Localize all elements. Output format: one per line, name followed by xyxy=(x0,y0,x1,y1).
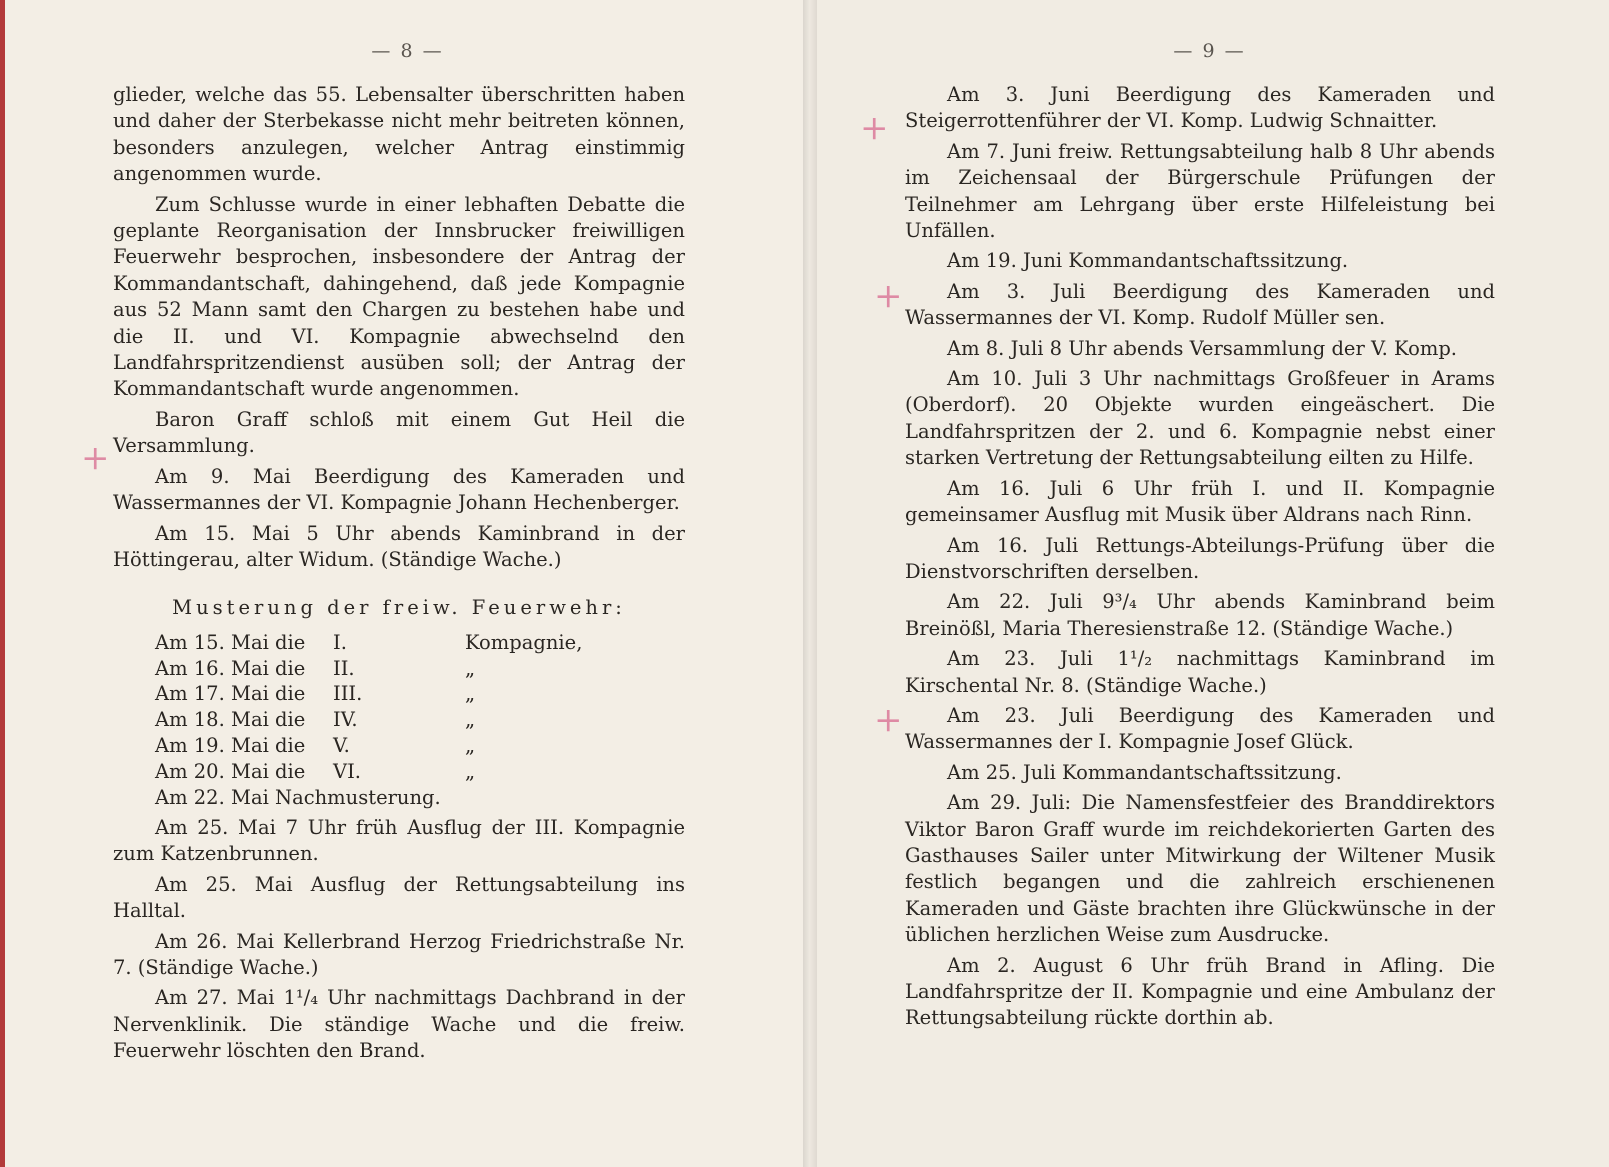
pencil-cross-mark: + xyxy=(874,700,903,740)
section-heading: Musterung der freiw. Feuerwehr: xyxy=(172,596,626,620)
muster-company: II. xyxy=(333,656,355,680)
muster-company: V. xyxy=(333,733,350,757)
right-page xyxy=(810,0,1609,1167)
paragraph: Am 3. Juli Beerdigung des Kameraden und Wassermannes der VI. Komp. Rudolf Müller sen. xyxy=(905,279,1495,330)
muster-row xyxy=(113,759,685,785)
paragraph: Am 19. Juni Kommandantschaftssitzung. xyxy=(947,249,1349,273)
muster-row xyxy=(113,656,685,682)
paragraph: Am 7. Juni freiw. Rettungsabteilung halb 8 Uhr abends im Zeichensaal der Bürgerschule Prüfungen der Teilnehmer am Lehrgang über erste Hilfeleistung bei Unfällen. xyxy=(905,139,1495,243)
muster-company: III. xyxy=(333,682,363,706)
paragraph: Am 9. Mai Beerdigung des Kameraden und Wassermannes der VI. Kompagnie Johann Hechenberger. xyxy=(113,464,685,515)
paragraph: Am 22. Mai Nachmusterung. xyxy=(155,785,441,809)
paragraph: Am 22. Juli 9³/₄ Uhr abends Kaminbrand beim Breinößl, Maria Theresienstraße 12. (Ständige Wache.) xyxy=(905,590,1495,640)
paragraph: Am 2. August 6 Uhr früh Brand in Afling. Die Landfahrspritze der II. Kompagnie und eine Ambulanz der Rettungsabteilung rückte dorthin ab. xyxy=(905,953,1495,1030)
paragraph: Am 3. Juni Beerdigung des Kameraden und Steigerrottenführer der VI. Komp. Ludwig Schnaitter. xyxy=(905,83,1495,133)
muster-date: Am 19. Mai die xyxy=(155,733,306,757)
paragraph: Am 23. Juli 1¹/₂ nachmittags Kaminbrand im Kirschental Nr. 8. (Ständige Wache.) xyxy=(905,647,1495,697)
paragraph: Am 25. Mai Ausflug der Rettungsabteilung ins Halltal. xyxy=(113,872,685,923)
pencil-cross-mark: + xyxy=(81,438,110,478)
pencil-cross-mark: + xyxy=(874,276,903,316)
paragraph: Am 29. Juli: Die Namensfestfeier des Branddirektors Viktor Baron Graff wurde im reichdekorierten Garten des Gasthauses Sailer unter Mitwirkung der Wiltener Musik festlich begangen und die zahlreich erschienenen Kameraden und Gäste brachten ihre Glückwünsche in der üblichen herzlichen Weise zum Ausdrucke. xyxy=(905,791,1495,947)
muster-date: Am 16. Mai die xyxy=(155,656,306,680)
muster-word: „ xyxy=(465,733,476,757)
muster-date: Am 17. Mai die xyxy=(155,682,306,706)
paragraph: Zum Schlusse wurde in einer lebhaften Debatte die geplante Reorganisation der Innsbrucker freiwilligen Feuerwehr besprochen, insbesondere der Antrag der Kommandantschaft, dahingehend, daß jede Kompagnie aus 52 Mann samt den Chargen zu bestehen habe und die II. und VI. Kompagnie abwechselnd den Landfahrspritzendienst ausüben soll; der Antrag der Kommandantschaft wurde angenommen. xyxy=(113,192,685,401)
muster-word: „ xyxy=(465,708,476,732)
book-gutter xyxy=(803,0,817,1167)
left-text-column xyxy=(113,82,685,1069)
paragraph: Am 8. Juli 8 Uhr abends Versammlung der V. Komp. xyxy=(947,336,1458,360)
muster-row xyxy=(113,733,685,759)
muster-word: „ xyxy=(465,759,476,783)
muster-list xyxy=(113,630,685,785)
paragraph: Am 25. Juli Kommandantschaftssitzung. xyxy=(947,760,1342,784)
muster-date: Am 18. Mai die xyxy=(155,708,306,732)
page-number-left: — 8 — xyxy=(371,40,444,62)
paragraph: Baron Graff schloß mit einem Gut Heil die Versammlung. xyxy=(113,407,685,458)
muster-row xyxy=(113,630,685,656)
muster-word: Kompagnie, xyxy=(465,630,583,654)
paragraph: Am 25. Mai 7 Uhr früh Ausflug der III. Kompagnie zum Katzenbrunnen. xyxy=(113,815,685,866)
paragraph: Am 23. Juli Beerdigung des Kameraden und Wassermannes der I. Kompagnie Josef Glück. xyxy=(905,703,1495,754)
muster-row xyxy=(113,681,685,707)
muster-company: I. xyxy=(333,630,347,654)
paragraph: Am 15. Mai 5 Uhr abends Kaminbrand in der Höttingerau, alter Widum. (Ständige Wache.) xyxy=(113,521,685,571)
pencil-cross-mark: + xyxy=(860,108,889,148)
muster-date: Am 15. Mai die xyxy=(155,630,306,654)
muster-row xyxy=(113,707,685,733)
paragraph: Am 27. Mai 1¹/₄ Uhr nachmittags Dachbrand in der Nervenklinik. Die ständige Wache und die freiw. Feuerwehr löschten den Brand. xyxy=(113,986,685,1063)
muster-date: Am 20. Mai die xyxy=(155,759,306,783)
paragraph: Am 10. Juli 3 Uhr nachmittags Großfeuer in Arams (Oberdorf). 20 Objekte wurden eingeäschert. Die Landfahrspritzen der 2. und 6. Kompagnie nebst einer starken Vertretung der Rettungsabteilung eilten zu Hilfe. xyxy=(905,367,1495,470)
paragraph: Am 16. Juli 6 Uhr früh I. und II. Kompagnie gemeinsamer Ausflug mit Musik über Aldrans nach Rinn. xyxy=(905,476,1495,527)
muster-word: „ xyxy=(465,682,476,706)
right-text-column xyxy=(905,82,1495,1036)
page-number-right: — 9 — xyxy=(1173,40,1246,62)
paragraph: Am 16. Juli Rettungs-Abteilungs-Prüfung über die Dienstvorschriften derselben. xyxy=(905,533,1495,583)
muster-company: VI. xyxy=(333,759,361,783)
muster-word: „ xyxy=(465,656,476,680)
paragraph: glieder, welche das 55. Lebensalter überschritten haben und daher der Sterbekasse nicht mehr beitreten können, besonders anzulegen, welcher Antrag einstimmig angenommen wurde. xyxy=(113,83,685,186)
paragraph: Am 26. Mai Kellerbrand Herzog Friedrichstraße Nr. 7. (Ständige Wache.) xyxy=(113,929,685,979)
muster-company: IV. xyxy=(333,708,358,732)
